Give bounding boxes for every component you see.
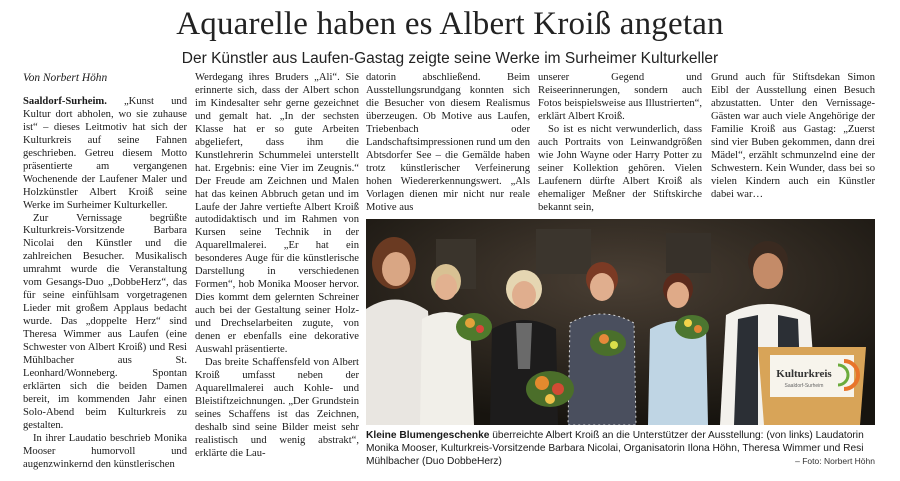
photo-illustration <box>366 219 875 425</box>
lectern-sign-title: Kulturkreis <box>776 368 832 380</box>
photo-credit: – Foto: Norbert Höhn <box>795 456 875 466</box>
bouquet-2 <box>526 371 574 407</box>
article-column-4 <box>538 72 702 214</box>
paragraph: So ist es nicht verwunderlich, dass auch Portraits von Leinwandgrößen wie John Wayne oder Harry Potter zu seiner Kollektion gehören. Vielen Laufenern dürfte Albert Kroiß als ehemaliger Meßner der Stiftskirche bekannt sein, <box>538 123 702 213</box>
paragraph: datorin abschließend. Beim Ausstellungsrundgang konnten sich die Besucher von diesem Realismus überzeugen. Ob Motive aus Laufen, Triebenbach oder Landschaftsimpressionen rund um den Abtsdorfer See – die Gemälde haben trotz künstlerischer Verfeinerung hohen Wiedererkennungswert. „Als Vorlagen dienen mir nicht nur reale Motive aus <box>366 72 530 213</box>
lectern <box>758 347 866 425</box>
paragraph: In ihrer Laudatio beschrieb Monika Mooser humorvoll und augenzwinkernd den künstlerischen <box>23 432 187 470</box>
article-column-3 <box>366 72 530 214</box>
bouquet-4 <box>675 315 709 339</box>
paragraph: Das breite Schaffensfeld von Albert Kroiß umfasst neben der Aquarellmalerei auch Kohle- und Bleistiftzeichnungen. „Der Grundstein seines Schaffens ist das Zeichnen, deshalb sind seine Bilder meist sehr realistisch und wenig abstrakt“, erklärte die Lau- <box>195 356 359 459</box>
paragraph: Zur Vernissage begrüßte Kulturkreis-Vorsitzende Barbara Nicolai den Künstler und die zahlreichen Besucher. Musikalisch umrahmt wurde die Veranstaltung vom Gesangs-Duo „DobbeHerz“, das für seine einfühlsam vorgetragenen Lieder mit großem Applaus bedacht wurde. Das „doppelte Herz“ sind Theresa Wimmer aus Laufen (eine Schwester von Albert Kroiß) und Resi Mühlbacher aus St. Leonhard/Wonneberg. Spontan erklärten sich die beiden Damen bereit, im kommenden Jahr einen Solo-Abend beim Kulturkreis zu gestalten. <box>23 212 187 431</box>
bouquet-1 <box>456 313 492 341</box>
paragraph-text: „Kunst und Kultur dort abholen, wo sie zuhause ist“ – dieses Leitmotiv hat sich der Kulturkreis auf seine Fahnen geschrieben. Getreu diesem Motto präsentierte am vergangenen Wochenende der Laufener Maler und Holzkünstler Albert Kroiß seine Werke im Surheimer Kulturkeller. <box>23 95 187 211</box>
article-column-5 <box>711 72 875 202</box>
paragraph: Grund auch für Stiftsdekan Simon Eibl der Ausstellung einen Besuch abzustatten. Unter den Vernissage-Gästen war auch viele Angehörige der Familie Kroiß aus Gastag: „Zuerst sind vier Buben gekommen, dann drei Mädel“, erzählt schmunzelnd eine der Schwestern. Kein Wunder, dass bei so vielen Kindern auch ein Künstler dabei war… <box>711 72 875 200</box>
article-photo <box>366 219 875 425</box>
article-column-2 <box>195 72 359 461</box>
paragraph: unserer Gegend und Reiseerinnerungen, sondern auch Fotos beispielsweise aus Illustrierten“, erklärt Albert Kroiß. <box>538 72 702 122</box>
dateline: Saaldorf-Surheim. <box>23 95 107 107</box>
paragraph: Werdegang ihres Bruders „Ali“. Sie erinnerte sich, dass der Albert schon im Kindesalter sehr gerne gezeichnet und gemalt hat. „In der sechsten Klasse hat er so gute Arbeiten abgeliefert, dass ihm die Kunstlehrerin Schummelei unterstellt hat. Ergebnis: eine Vier im Zeugnis.“ Der Freude am Zeichnen und Malen hat das keinen Abbruch getan und im Laufe der Jahre vertiefte Albert Kroiß autodidaktisch und im Rahmen von Kursen seine Technik in der Aquarellmalerei. „Er hat ein besonderes Auge für die künstlerische Darstellung in verschiedenen Formen“, hob Monika Mooser hervor. Dies kommt dem gelernten Schreiner auch bei der Gestaltung seiner Holz- und Drechselarbeiten zugute, von denen er ebenfalls eine dekorative Auswahl präsentierte. <box>195 72 359 356</box>
caption-lead: Kleine Blumengeschenke <box>366 430 490 441</box>
author-byline: Von Norbert Höhn <box>23 72 108 84</box>
subheadline: Der Künstler aus Laufen-Gastag zeigte seine Werke im Surheimer Kulturkeller <box>181 50 719 67</box>
paragraph <box>23 96 187 213</box>
bouquet-3 <box>590 330 626 356</box>
article-column-1 <box>23 72 187 472</box>
headline: Aquarelle haben es Albert Kroiß angetan <box>176 6 724 42</box>
caption-text: überreichte Albert Kroiß an die Unterstützer der Ausstellung: (von links) Laudatorin Monika Mooser, Kulturkreis-Vorsitzende Barbara Nicolai, Organisatorin Ilona Höhn, Theresa Wimmer und Resi Mühlbacher (Duo DobbeHerz) <box>366 430 864 467</box>
lectern-sign-subtitle: Saaldorf-Surheim <box>784 383 824 389</box>
